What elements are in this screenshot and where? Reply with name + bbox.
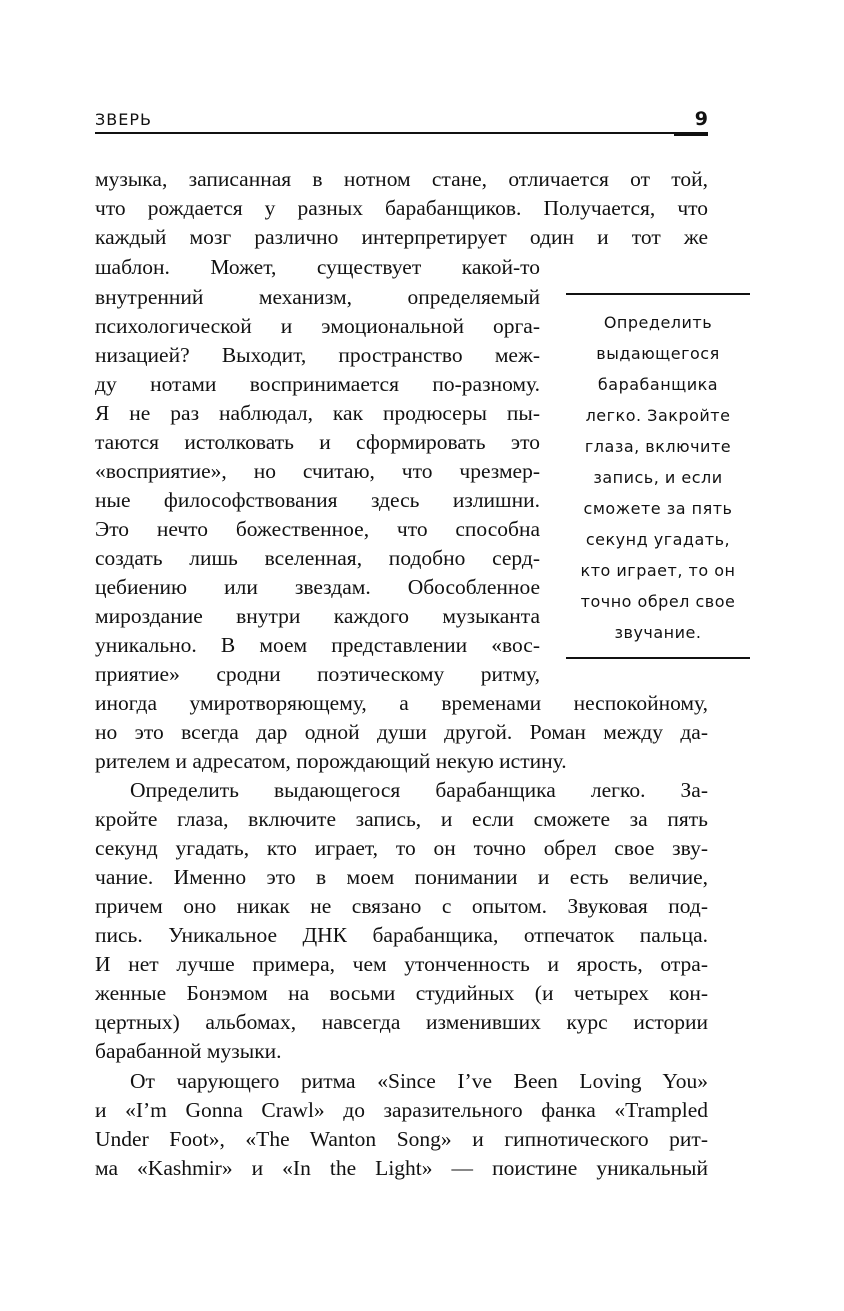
pull-quote-line: Определить <box>603 313 713 332</box>
page-number-underline <box>674 132 708 136</box>
body-line: каждый мозг различно интерпретирует один и тот же <box>95 225 708 249</box>
body-line: цертных) альбомах, навсегда изменивших курс истории <box>95 1010 708 1034</box>
pull-quote-top-rule <box>566 293 750 295</box>
body-line: кройте глаза, включите запись, и если сможете за пять <box>95 807 708 831</box>
body-line: приятие» сродни поэтическому ритму, <box>95 662 540 686</box>
body-line: И нет лучше примера, чем утонченность и ярость, отра- <box>95 952 708 976</box>
pull-quote-line: глаза, включите <box>584 437 732 456</box>
body-line: психологической и эмоциональной орга- <box>95 314 540 338</box>
pull-quote-bottom-rule <box>566 657 750 659</box>
pull-quote-line: запись, и если <box>593 468 723 487</box>
pull-quote-line: точно обрел свое <box>580 592 736 611</box>
body-line: иногда умиротворяющему, а временами неспокойному, <box>95 691 708 715</box>
body-line: пись. Уникальное ДНК барабанщика, отпечаток пальца. <box>95 923 708 947</box>
body-line: ные философствования здесь излишни. <box>95 488 540 512</box>
running-title: ЗВЕРЬ <box>95 110 152 129</box>
pull-quote <box>566 293 750 659</box>
body-line: шаблон. Может, существует какой-то <box>95 255 540 279</box>
body-line: цебиению или звездам. Обособленное <box>95 575 540 599</box>
body-line: уникально. В моем представлении «вос- <box>95 633 540 657</box>
running-header <box>95 108 708 134</box>
page-number: 9 <box>694 108 708 130</box>
pull-quote-line: легко. Закройте <box>585 406 731 425</box>
body-line: таются истолковать и сформировать это <box>95 430 540 454</box>
body-line: и «I’m Gonna Crawl» до заразительного фанка «Trampled <box>95 1098 708 1122</box>
body-line: внутренний механизм, определяемый <box>95 285 540 309</box>
body-line: что рождается у разных барабанщиков. Получается, что <box>95 196 708 220</box>
body-line: создать лишь вселенная, подобно серд- <box>95 546 540 570</box>
body-line: Это нечто божественное, что способна <box>95 517 540 541</box>
body-line: рителем и адресатом, порождающий некую истину. <box>95 749 567 773</box>
pull-quote-line: секунд угадать, <box>585 530 731 549</box>
pull-quote-line: выдающегося <box>596 344 720 363</box>
body-line: «восприятие», но считаю, что чрезмер- <box>95 459 540 483</box>
body-line: Я не раз наблюдал, как продюсеры пы- <box>95 401 540 425</box>
body-line: секунд угадать, кто играет, то он точно обрел свое зву- <box>95 836 708 860</box>
pull-quote-line: сможете за пять <box>583 499 733 518</box>
body-line: мироздание внутри каждого музыканта <box>95 604 540 628</box>
pull-quote-line: барабанщика <box>597 375 719 394</box>
body-line: Under Foot», «The Wanton Song» и гипнотического рит- <box>95 1127 708 1151</box>
body-line: Определить выдающегося барабанщика легко. За- <box>130 778 708 802</box>
body-line: барабанной музыки. <box>95 1039 282 1063</box>
body-line: низацией? Выходит, пространство меж- <box>95 343 540 367</box>
body-line: От чарующего ритма «Since I’ve Been Loving You» <box>130 1069 708 1093</box>
body-line: ма «Kashmir» и «In the Light» — поистине уникальный <box>95 1156 708 1180</box>
body-line: женные Бонэмом на восьми студийных (и четырех кон- <box>95 981 708 1005</box>
body-line: чание. Именно это в моем понимании и есть величие, <box>95 865 708 889</box>
body-line: причем оно никак не связано с опытом. Звуковая под- <box>95 894 708 918</box>
pull-quote-line: звучание. <box>614 623 702 642</box>
pull-quote-line: кто играет, то он <box>580 561 736 580</box>
header-rule <box>95 132 708 134</box>
body-line: но это всегда дар одной души другой. Роман между да- <box>95 720 708 744</box>
body-line: музыка, записанная в нотном стане, отличается от той, <box>95 167 708 191</box>
body-line: ду нотами воспринимается по-разному. <box>95 372 540 396</box>
